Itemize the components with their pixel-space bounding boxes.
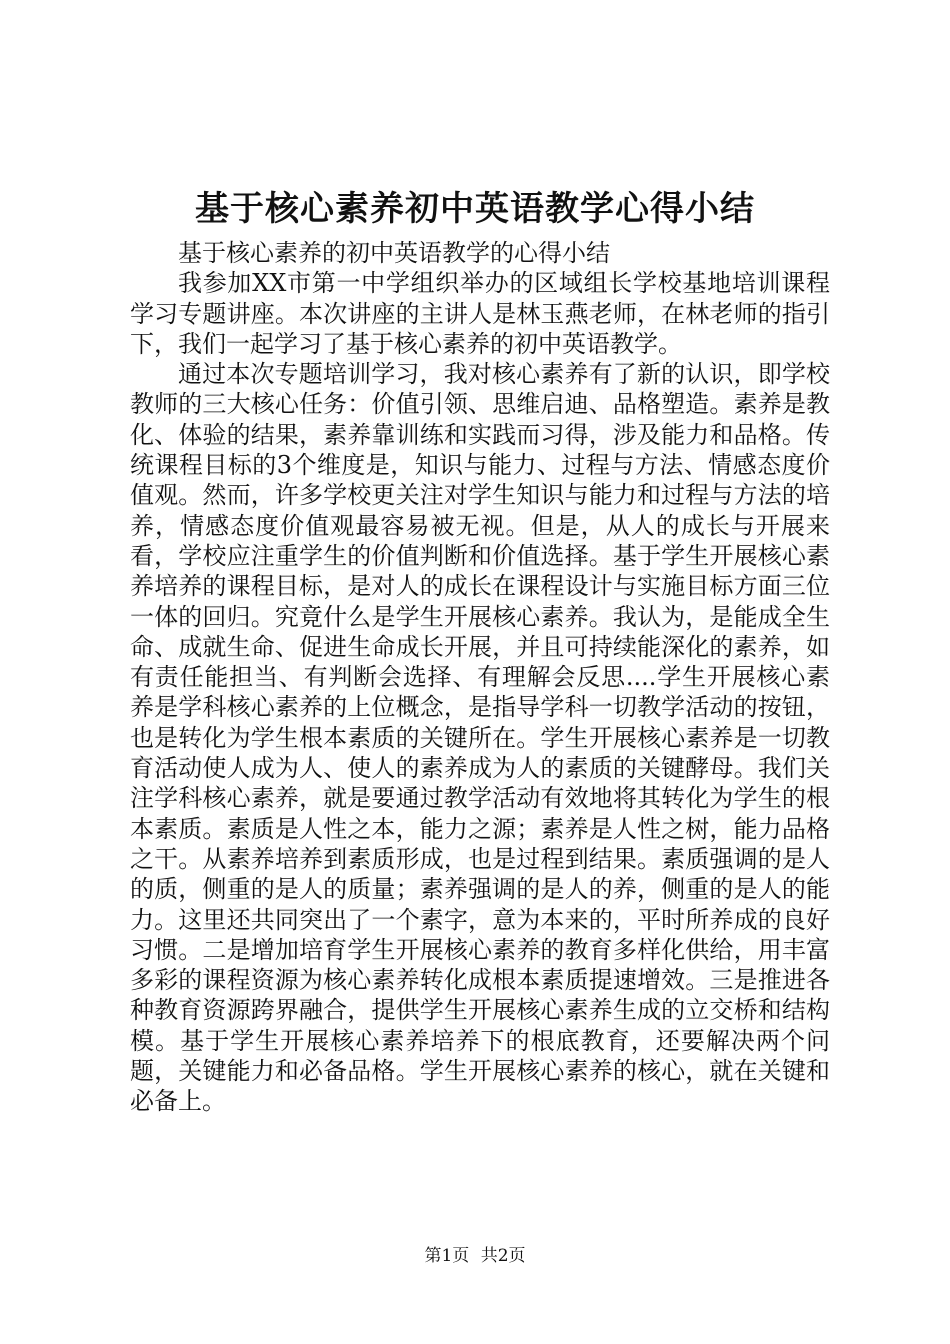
document-body: [130, 238, 830, 1117]
body-paragraph: 通过本次专题培训学习，我对核心素养有了新的认识，即学校教师的三大核心任务：价值引领、思维启迪、品格塑造。素养是教化、体验的结果，素养靠训练和实践而习得，涉及能力和品格。传统课程目标的3个维度是，知识与能力、过程与方法、情感态度价值观。然而，许多学校更关注对学生知识与能力和过程与方法的培养，情感态度价值观最容易被无视。但是，从人的成长与开展来看，学校应注重学生的价值判断和价值选择。基于学生开展核心素养培养的课程目标，是对人的成长在课程设计与实施目标方面三位一体的回归。究竟什么是学生开展核心素养。我认为，是能成全生命、成就生命、促进生命成长开展，并且可持续能深化的素养，如有责任能担当、有判断会选择、有理解会反思....学生开展核心素养是学科核心素养的上位概念，是指导学科一切教学活动的按钮，也是转化为学生根本素质的关键所在。学生开展核心素养是一切教育活动使人成为人、使人的素养成为人的素质的关键酵母。我们关注学科核心素养，就是要通过教学活动有效地将其转化为学生的根本素质。素质是人性之本，能力之源；素养是人性之树，能力品格之干。从素养培养到素质形成，也是过程到结果。素质强调的是人的质，侧重的是人的质量；素养强调的是人的养，侧重的是人的能力。这里还共同突出了一个素字，意为本来的，平时所养成的良好习惯。二是增加培育学生开展核心素养的教育多样化供给，用丰富多彩的课程资源为核心素养转化成根本素质提速增效。三是推进各种教育资源跨界融合，提供学生开展核心素养生成的立交桥和结构模。基于学生开展核心素养培养下的根底教育，还要解决两个问题，关键能力和必备品格。学生开展核心素养的核心，就在关键和必备上。: [130, 360, 830, 1116]
subtitle-paragraph: 基于核心素养的初中英语教学的心得小结: [178, 239, 610, 267]
page-total: 共2页: [480, 1246, 526, 1266]
page-number: 第1页: [424, 1246, 470, 1266]
document-title: 基于核心素养初中英语教学心得小结: [195, 189, 755, 229]
page-footer: [0, 1244, 950, 1268]
body-paragraph: 我参加XX市第一中学组织举办的区域组长学校基地培训课程学习专题讲座。本次讲座的主讲人是林玉燕老师，在林老师的指引下，我们一起学习了基于核心素养的初中英语教学。: [130, 269, 830, 358]
